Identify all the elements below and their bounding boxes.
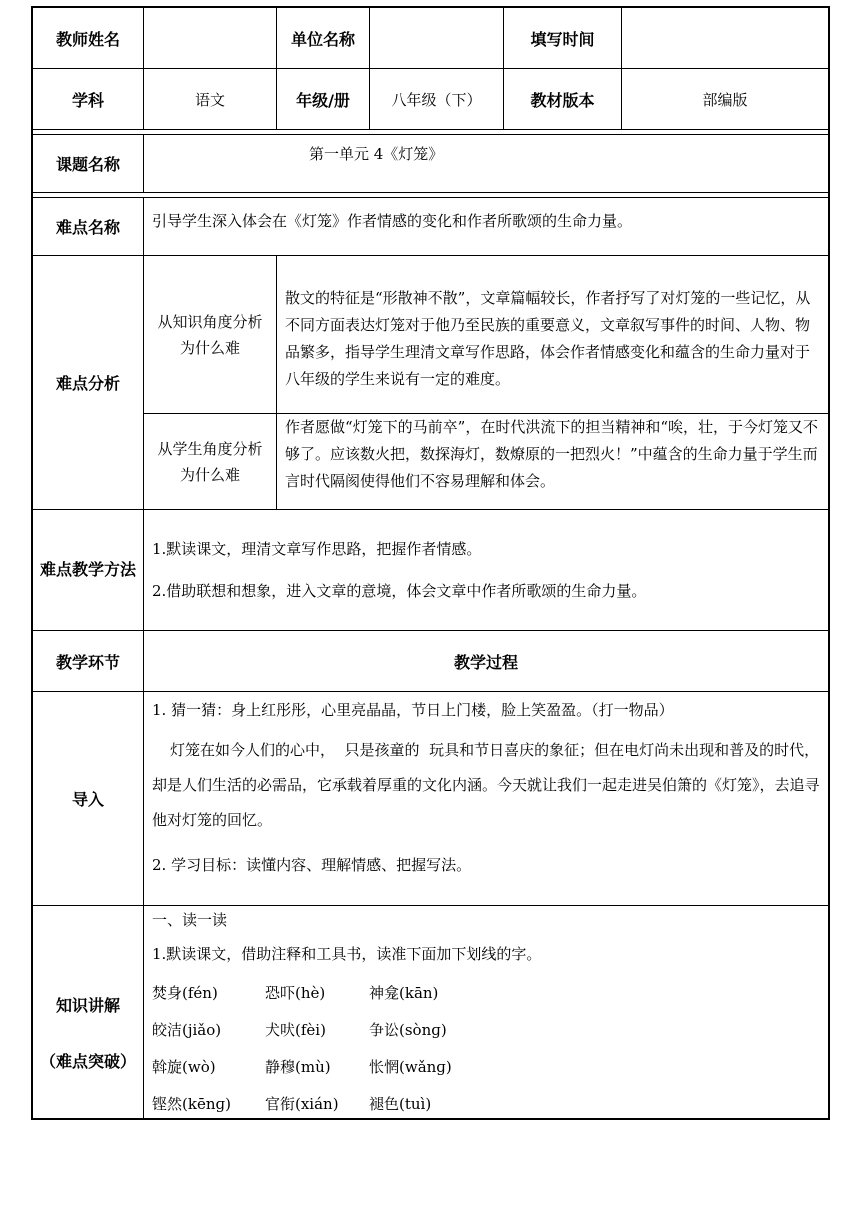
pinyin-word: 斡旋(wò) bbox=[152, 1058, 216, 1076]
intro-paragraph-1: 1. 猜一猜：身上红彤彤，心里亮晶晶，节日上门楼，脸上笑盈盈。（打一物品） bbox=[152, 701, 674, 719]
intro-paragraph-2: 灯笼在如今人们的心中， 只是孩童的 玩具和节日喜庆的象征；但在电灯尚未出现和普及的时代，却是人们生活的必需品，它承载着厚重的文化内涵。今天就让我们一起走进吴伯箫的《灯笼》，去追寻他对灯笼的回忆。 bbox=[152, 741, 820, 829]
knowledge-angle-row bbox=[144, 256, 828, 414]
pinyin-row bbox=[152, 974, 479, 1011]
knowledge-angle-label: 从知识角度分析为什么难 bbox=[144, 256, 277, 413]
pinyin-word: 焚身(fén) bbox=[152, 984, 218, 1002]
teacher-value[interactable] bbox=[144, 8, 277, 68]
header-row-1 bbox=[31, 6, 830, 69]
knowledge-instruction: 1.默读课文，借助注释和工具书，读准下面加下划线的字。 bbox=[152, 945, 542, 963]
knowledge-body bbox=[144, 906, 828, 1118]
method-item: 1.默读课文，理清文章写作思路，把握作者情感。 bbox=[152, 540, 482, 558]
pinyin-word: 争讼(sònɡ) bbox=[369, 1021, 447, 1039]
pinyin-word: 恐吓(hè) bbox=[265, 984, 326, 1002]
pinyin-word: 皎洁(jiǎo) bbox=[152, 1021, 222, 1039]
knowledge-angle-text: 散文的特征是“形散神不散”，文章篇幅较长，作者抒写了对灯笼的一些记忆，从不同方面表达灯笼对于他乃至民族的重要意义，文章叙写事件的时间、人物、物品繁多，指导学生理清文章写作思路，体会作者情感变化和蕴含的生命力量对于八年级的学生来说有一定的难度。 bbox=[285, 288, 811, 388]
analysis-row bbox=[31, 256, 830, 510]
method-body bbox=[144, 510, 828, 630]
difficulty-label: 难点名称 bbox=[33, 198, 144, 255]
method-row bbox=[31, 510, 830, 631]
date-value[interactable] bbox=[622, 8, 828, 68]
intro-label: 导入 bbox=[33, 692, 144, 905]
student-angle-row bbox=[144, 414, 828, 509]
knowledge-label bbox=[33, 906, 144, 1118]
topic-row bbox=[31, 135, 830, 193]
subject-label: 学科 bbox=[33, 69, 144, 129]
unit-label: 单位名称 bbox=[277, 8, 370, 68]
header-row-2 bbox=[31, 69, 830, 130]
analysis-body bbox=[144, 256, 828, 509]
pinyin-row bbox=[152, 1011, 479, 1048]
lesson-plan-table bbox=[31, 6, 830, 1120]
process-header-row bbox=[31, 631, 830, 692]
pinyin-row bbox=[152, 1085, 479, 1122]
topic-value: 第一单元 4《灯笼》 bbox=[309, 145, 444, 163]
process-step-label: 教学环节 bbox=[33, 631, 144, 691]
edition-value: 部编版 bbox=[702, 90, 748, 109]
student-angle-label: 从学生角度分析为什么难 bbox=[144, 414, 277, 509]
pinyin-row bbox=[152, 1048, 479, 1085]
pinyin-word: 褪色(tuì) bbox=[369, 1095, 432, 1113]
pinyin-word: 铿然(kēnɡ) bbox=[152, 1095, 231, 1113]
knowledge-heading: 一、读一读 bbox=[152, 911, 228, 929]
pinyin-word: 静穆(mù) bbox=[265, 1058, 331, 1076]
method-label: 难点教学方法 bbox=[33, 510, 144, 630]
edition-label: 教材版本 bbox=[504, 69, 622, 129]
knowledge-row bbox=[31, 906, 830, 1120]
pinyin-word: 官衔(xián) bbox=[265, 1095, 339, 1113]
pinyin-word: 怅惘(wǎnɡ) bbox=[369, 1058, 452, 1076]
teacher-label: 教师姓名 bbox=[33, 8, 144, 68]
knowledge-label-line-1: 知识讲解 bbox=[55, 995, 120, 1015]
student-angle-text: 作者愿做“灯笼下的马前卒”，在时代洪流下的担当精神和“唉，壮，于今灯笼又不够了。应该数火把，数探海灯，数燎原的一把烈火！”中蕴含的生命力量于学生而言时代隔阂使得他们不容易理解和体会。 bbox=[285, 418, 819, 490]
process-title: 教学过程 bbox=[453, 652, 518, 672]
grade-label: 年级/册 bbox=[277, 69, 370, 129]
date-label: 填写时间 bbox=[504, 8, 622, 68]
difficulty-value: 引导学生深入体会在《灯笼》作者情感的变化和作者所歌颂的生命力量。 bbox=[152, 212, 633, 230]
knowledge-label-line-2: （难点突破） bbox=[39, 1051, 136, 1071]
intro-row bbox=[31, 692, 830, 906]
pinyin-word: 神龛(kān) bbox=[369, 984, 439, 1002]
topic-label: 课题名称 bbox=[33, 135, 144, 192]
intro-paragraph-3: 2. 学习目标：读懂内容、理解情感、把握写法。 bbox=[152, 856, 472, 874]
pinyin-word-grid bbox=[152, 974, 479, 1122]
difficulty-row bbox=[31, 198, 830, 256]
unit-value[interactable] bbox=[370, 8, 504, 68]
subject-value: 语文 bbox=[144, 69, 277, 129]
grade-value: 八年级（下） bbox=[370, 69, 504, 129]
analysis-label: 难点分析 bbox=[33, 256, 144, 509]
pinyin-word: 犬吠(fèi) bbox=[265, 1021, 326, 1039]
intro-body bbox=[144, 692, 828, 905]
method-item: 2.借助联想和想象，进入文章的意境，体会文章中作者所歌颂的生命力量。 bbox=[152, 582, 647, 600]
